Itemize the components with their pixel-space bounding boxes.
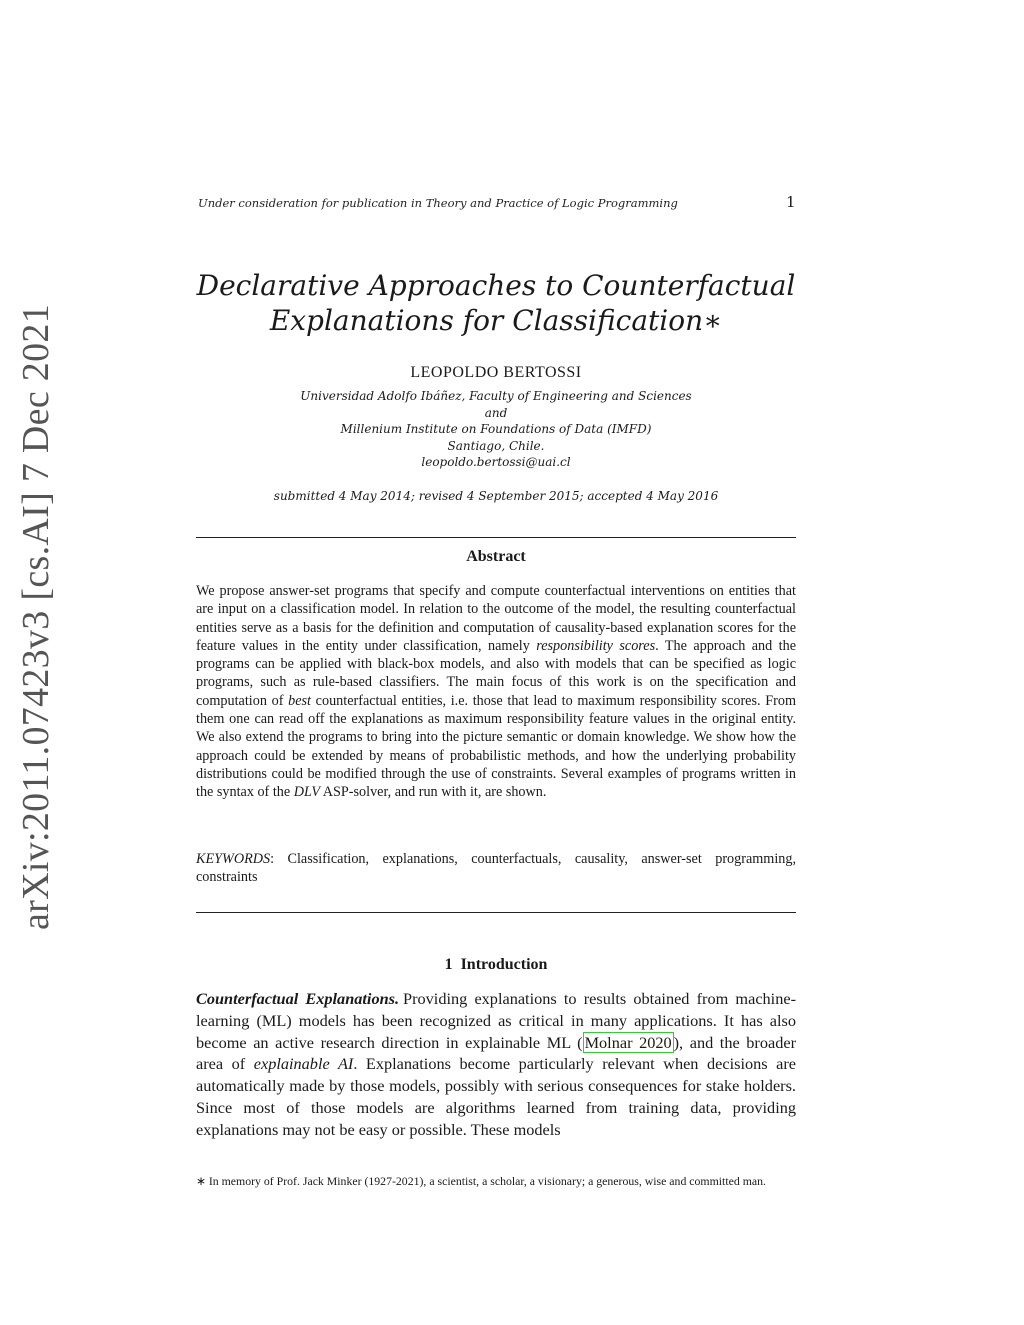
body-part-2: ), and the broader area of — [196, 1032, 796, 1074]
abstract-part-4: ASP-solver, and run with it, are shown. — [320, 784, 547, 801]
abstract-part-3: counterfactual entities, i.e. those that lead to maximum responsibility scores. From them one can read off the explanations as maximum responsibility feature values in the original entity. We also extend the programs to bring into the picture semantic or domain knowledge. We show how the approach could be extended by means of probabilistic methods, and how the underlying probability distributions could be modified through the use of constraints. Several examples of programs written in the syntax of the — [196, 692, 796, 801]
paper-title — [196, 268, 796, 338]
body-emphasis-explainable-ai: explainable AI — [253, 1054, 354, 1074]
body-paragraph — [196, 988, 796, 1141]
abstract-top-rule — [196, 537, 796, 538]
abstract-part-2: . The approach and the programs can be applied with black-box models, and also with models that can be specified as logic programs, such as rule-based classifiers. The main focus of this work is on the specification and computation of — [196, 637, 796, 709]
abstract-heading: Abstract — [466, 548, 526, 565]
affiliation-line-1: Universidad Adolfo Ibáñez, Faculty of Engineering and Sciences — [300, 389, 692, 403]
arxiv-stamp: arXiv:2011.07423v3 [cs.AI] 7 Dec 2021 — [15, 303, 57, 930]
section-title: Introduction — [460, 956, 548, 973]
keywords-list: : Classification, explanations, counterfactuals, causality, answer-set programming, constraints — [196, 851, 796, 886]
affiliation-line-3: Millenium Institute on Foundations of Data (IMFD) — [340, 422, 652, 437]
keywords-label: KEYWORDS — [196, 851, 271, 867]
abstract-part-1: We propose answer-set programs that specify and compute counterfactual interventions on entities that are input on a classification model. In relation to the outcome of the model, the resulting counterfactual entities serve as a basis for the definition and computation of causality-based explanation scores for the feature values in the entity under classification, namely — [196, 583, 796, 654]
abstract-emphasis-dlv: DLV — [293, 784, 320, 801]
title-line-1: Declarative Approaches to Counterfactual — [196, 269, 796, 302]
keywords — [196, 850, 796, 887]
body-part-3: . Explanations become particularly relevant when decisions are automatically made by those models, possibly with serious consequences for stake holders. Since most of those models are algorithms learned from training data, providing explanations may not be easy or possible. These models — [196, 1054, 796, 1139]
body-part-1: Providing explanations to results obtained from machine-learning (ML) models has been recognized as critical in many applications. It has also become an active research direction in explainable ML ( — [196, 989, 796, 1052]
submission-dates: submitted 4 May 2014; revised 4 September 2015; accepted 4 May 2016 — [273, 489, 719, 503]
footnote — [196, 1174, 796, 1189]
affiliation-line-2: and — [484, 405, 508, 420]
author-email[interactable]: leopoldo.bertossi@uai.cl — [421, 455, 571, 470]
citation-link[interactable]: Molnar 2020 — [584, 1032, 672, 1052]
title-line-2: Explanations for Classification∗ — [269, 304, 723, 337]
abstract-emphasis-best: best — [288, 692, 311, 709]
page-number: 1 — [786, 193, 796, 211]
abstract-emphasis-responsibility: responsibility scores — [536, 637, 656, 654]
runin-heading: Counterfactual Explanations. — [196, 989, 400, 1008]
affiliation — [196, 388, 796, 471]
abstract-text — [196, 582, 796, 802]
section-number: 1 — [444, 956, 453, 973]
affiliation-line-4: Santiago, Chile. — [447, 438, 545, 453]
abstract-bottom-rule — [196, 912, 796, 913]
running-head: Under consideration for publication in Theory and Practice of Logic Programming — [198, 196, 678, 210]
footnote-text: In memory of Prof. Jack Minker (1927-2021), a scientist, a scholar, a visionary; a generous, wise and committed man. — [205, 1174, 766, 1188]
footnote-marker: ∗ — [196, 1174, 206, 1188]
author-name: LEOPOLDO BERTOSSI — [410, 364, 582, 381]
section-heading — [196, 956, 796, 974]
